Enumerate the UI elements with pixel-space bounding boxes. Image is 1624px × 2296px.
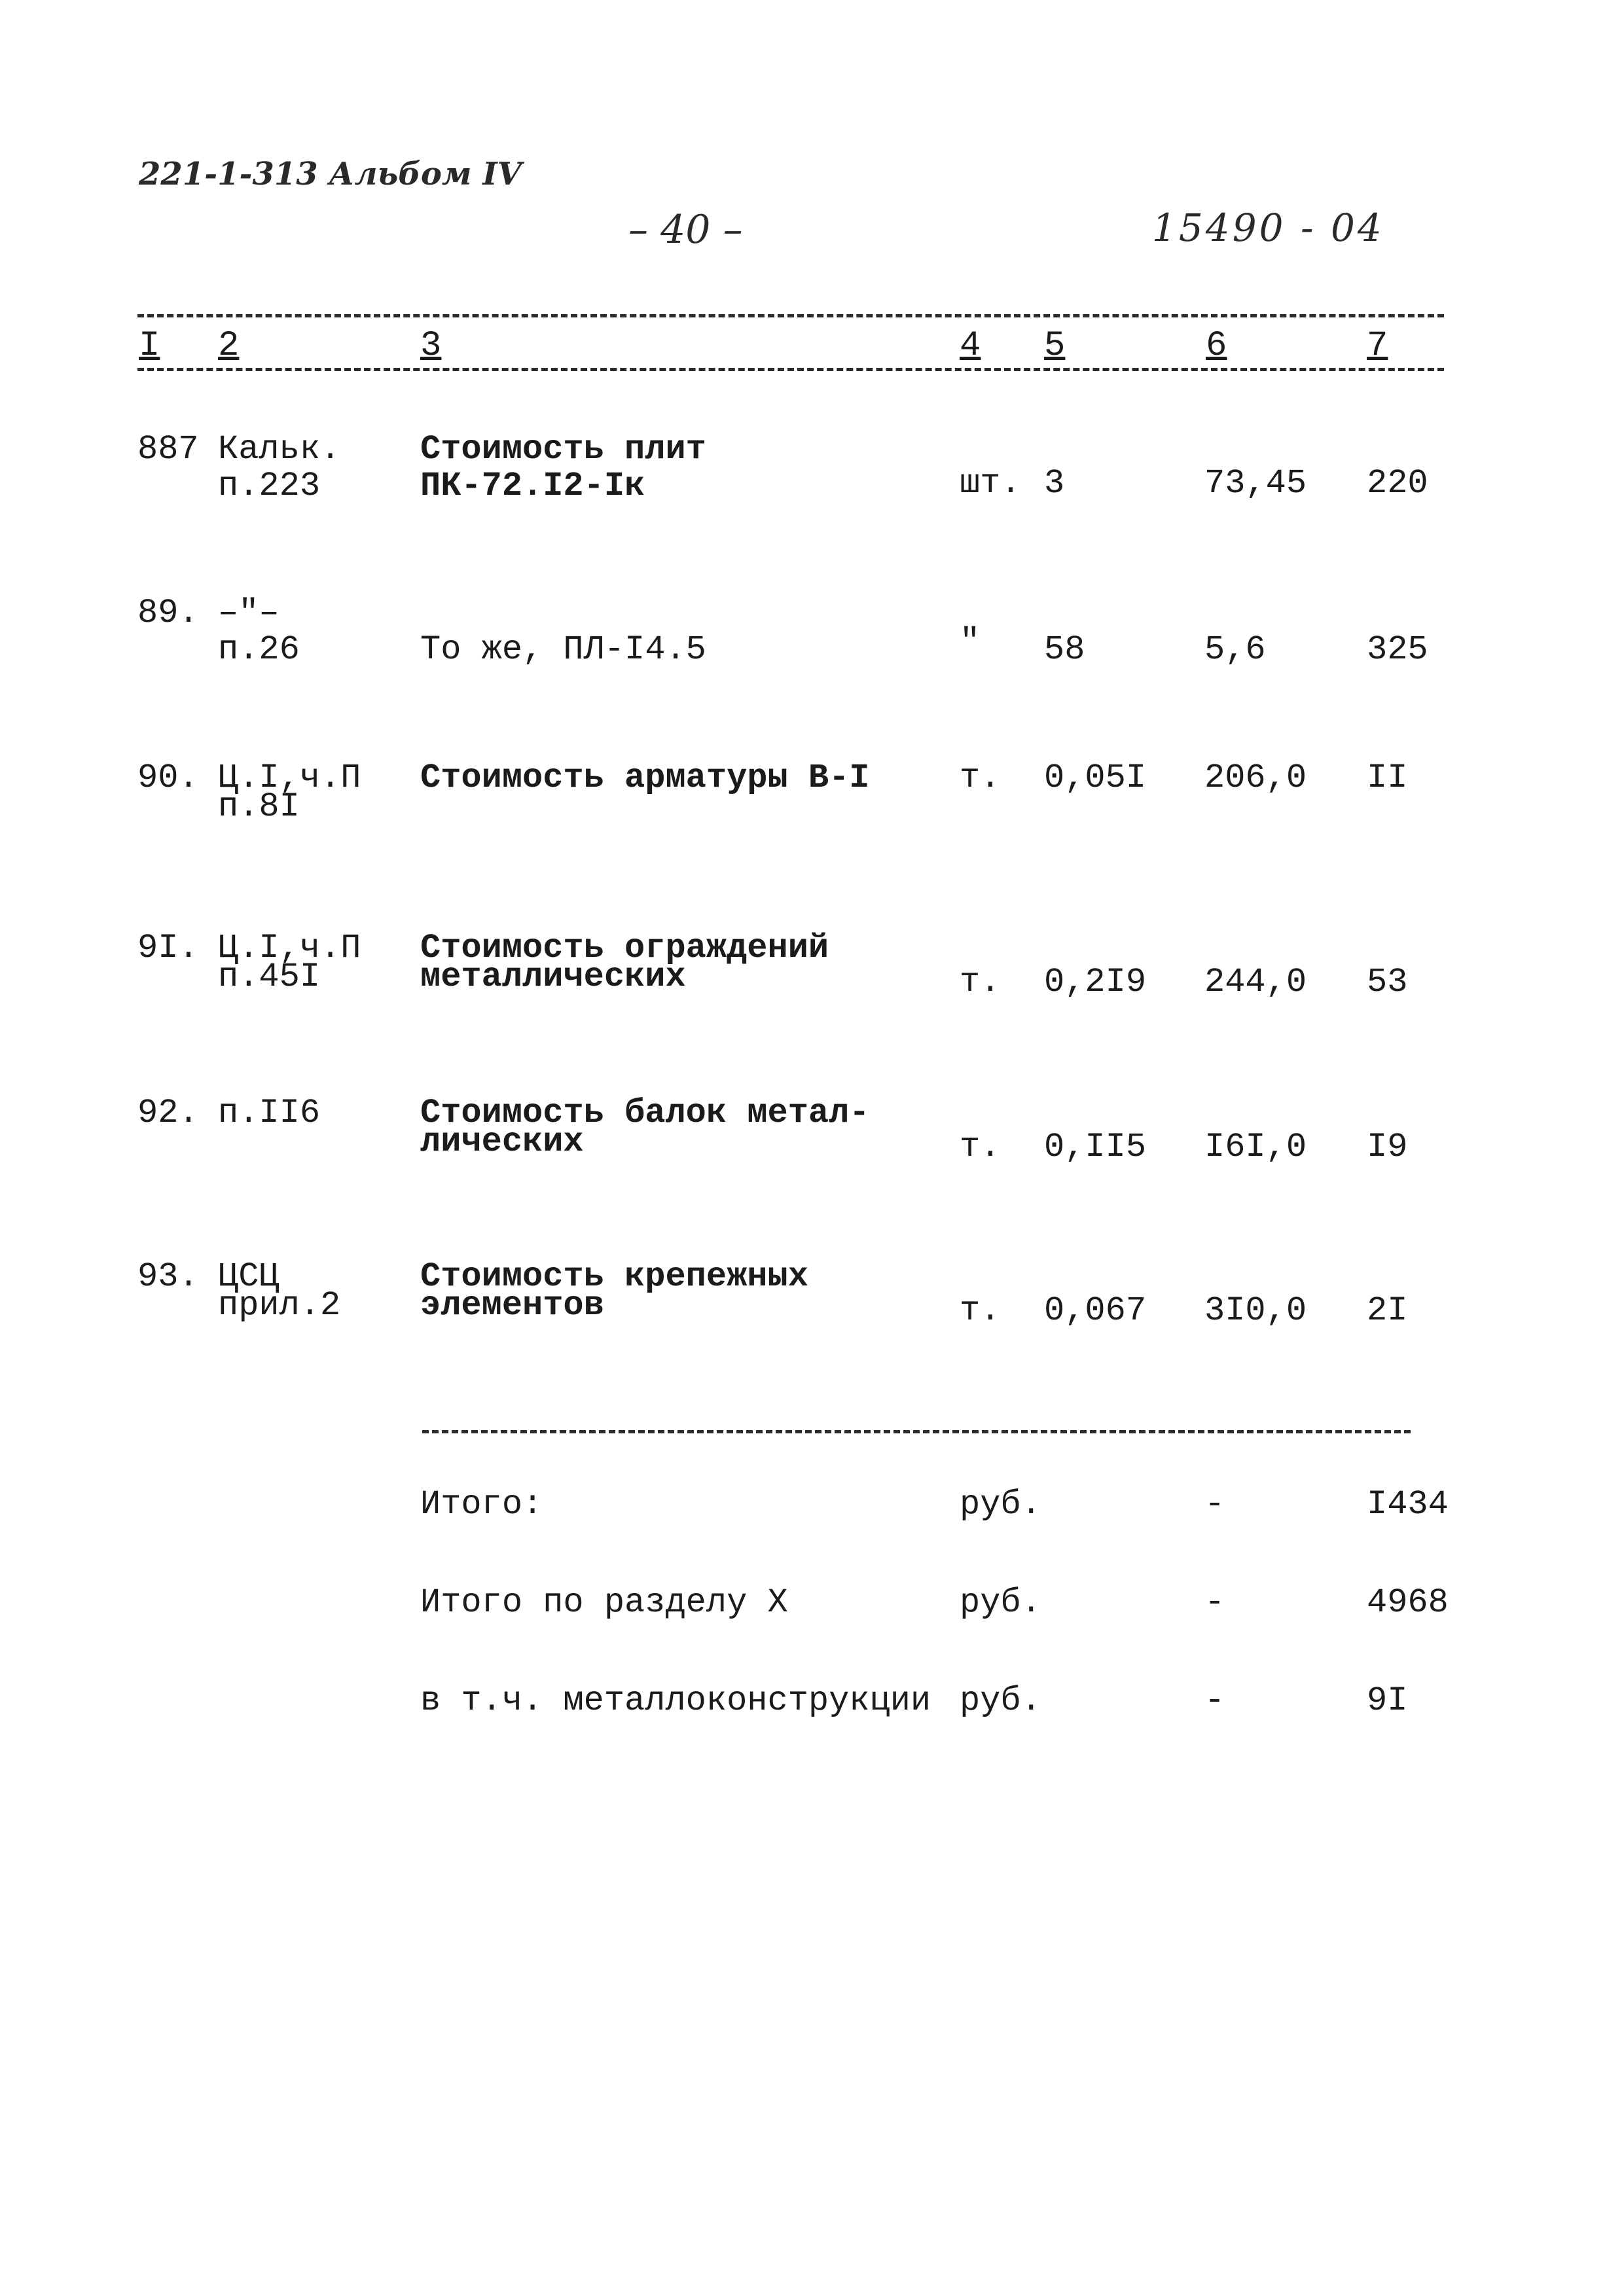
totals-dash: -: [1204, 1485, 1225, 1524]
reference-line-2: прил.2: [218, 1286, 341, 1325]
description-line-2: ПК-72.I2-Iк: [420, 467, 645, 505]
totals-value: I434: [1367, 1485, 1449, 1524]
total-cost: 325: [1367, 630, 1428, 669]
unit-price: 244,0: [1204, 963, 1307, 1001]
document-code: 15490 - 04: [1152, 206, 1384, 250]
description-line-2: лических: [420, 1122, 584, 1161]
unit: т.: [960, 963, 1001, 1001]
description-line-2: металлических: [420, 958, 686, 996]
reference-line-2: п.8I: [218, 787, 300, 826]
totals-row: [0, 1681, 1624, 1720]
total-cost: I9: [1367, 1128, 1408, 1166]
row-number: 90.: [137, 759, 199, 797]
unit-price: I6I,0: [1204, 1128, 1307, 1166]
row-number: 887: [137, 430, 199, 469]
column-header-3: 3: [420, 326, 442, 366]
page-number: – 40 –: [628, 207, 743, 253]
quantity: 58: [1044, 630, 1085, 669]
unit: т.: [960, 759, 1001, 797]
description-line-2: То же, ПЛ-I4.5: [420, 630, 706, 669]
description-line-1: Стоимость крепежных: [420, 1257, 808, 1296]
totals-value: 9I: [1367, 1681, 1408, 1720]
column-header-2: 2: [218, 326, 240, 366]
totals-separator-rule: [422, 1430, 1411, 1433]
description-line-2: элементов: [420, 1286, 604, 1325]
column-header-4: 4: [960, 326, 981, 366]
column-header-5: 5: [1044, 326, 1066, 366]
quantity: 3: [1044, 464, 1065, 503]
description-line-1: Стоимость арматуры В-I: [420, 759, 870, 797]
unit-price: 206,0: [1204, 759, 1307, 797]
unit-price: 5,6: [1204, 630, 1266, 669]
table-row: [0, 430, 1624, 505]
table-top-rule: [137, 314, 1444, 317]
table-row: [0, 929, 1624, 1001]
column-header-7: 7: [1367, 326, 1388, 366]
totals-row: [0, 1583, 1624, 1622]
totals-unit: руб.: [960, 1485, 1041, 1524]
unit: т.: [960, 1291, 1001, 1330]
total-cost: II: [1367, 759, 1408, 797]
total-cost: 53: [1367, 963, 1408, 1001]
row-number: 9I.: [137, 929, 199, 967]
reference-line-1: ЦСЦ: [218, 1257, 280, 1296]
quantity: 0,2I9: [1044, 963, 1147, 1001]
totals-label: Итого по разделу X: [420, 1583, 788, 1622]
column-header-1: I: [139, 326, 160, 366]
quantity: 0,067: [1044, 1291, 1147, 1330]
totals-label: Итого:: [420, 1485, 543, 1524]
total-cost: 2I: [1367, 1291, 1408, 1330]
row-number: 92.: [137, 1094, 199, 1132]
reference-line-2: п.223: [218, 467, 321, 505]
totals-dash: -: [1204, 1681, 1225, 1720]
album-note: 221-1-313 Альбом IV: [139, 156, 522, 192]
description-line-1: Стоимость плит: [420, 430, 706, 469]
column-header-6: 6: [1206, 326, 1227, 366]
total-cost: 220: [1367, 464, 1428, 503]
unit-price: 73,45: [1204, 464, 1307, 503]
reference-line-1: п.II6: [218, 1094, 321, 1132]
quantity: 0,05I: [1044, 759, 1147, 797]
row-number: 93.: [137, 1257, 199, 1296]
totals-label: в т.ч. металлоконструкции: [420, 1681, 931, 1720]
unit-price: 3I0,0: [1204, 1291, 1307, 1330]
reference-line-2: п.26: [218, 630, 300, 669]
reference-line-1: Кальк.: [218, 430, 341, 469]
totals-row: [0, 1485, 1624, 1524]
totals-dash: -: [1204, 1583, 1225, 1622]
header-underline-rule: [137, 368, 1444, 371]
quantity: 0,II5: [1044, 1128, 1147, 1166]
table-row: [0, 1257, 1624, 1330]
table-row: [0, 1094, 1624, 1166]
reference-line-1: Ц.I,ч.П: [218, 759, 361, 797]
reference-line-2: п.45I: [218, 958, 321, 996]
totals-unit: руб.: [960, 1681, 1041, 1720]
description-line-1: Стоимость балок метал-: [420, 1094, 870, 1132]
unit: ": [960, 622, 981, 661]
table-row: [0, 759, 1624, 826]
unit: т.: [960, 1128, 1001, 1166]
totals-value: 4968: [1367, 1583, 1449, 1622]
row-number: 89.: [137, 594, 199, 632]
reference-line-1: –"–: [218, 594, 280, 632]
unit: шт.: [960, 464, 1021, 503]
table-row: [0, 594, 1624, 669]
totals-unit: руб.: [960, 1583, 1041, 1622]
description-line-1: Стоимость ограждений: [420, 929, 829, 967]
reference-line-1: Ц.I,ч.П: [218, 929, 361, 967]
